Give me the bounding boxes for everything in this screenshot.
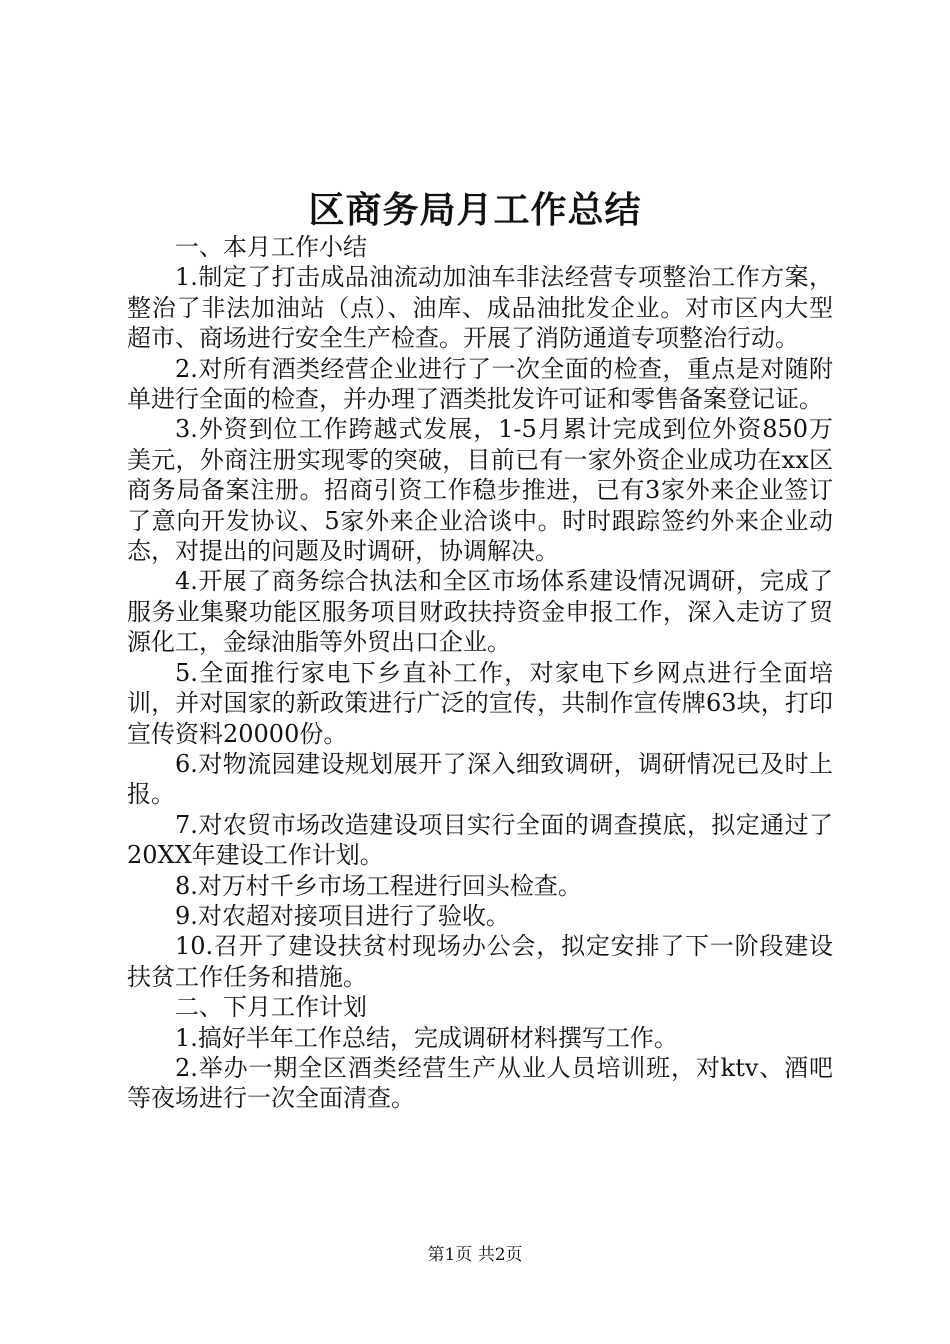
summary-item-7: 7.对农贸市场改造建设项目实行全面的调查摸底，拟定通过了20XX年建设工作计划。 bbox=[127, 810, 833, 870]
summary-item-3: 3.外资到位工作跨越式发展，1-5月累计完成到位外资850万美元，外商注册实现零的突破，目前已有一家外资企业成功在xx区商务局备案注册。招商引资工作稳步推进，已有3家外来企业签订了意向开发协议、5家外来企业洽谈中。时时跟踪签约外来企业动态，对提出的问题及时调研，协调解决。 bbox=[127, 415, 833, 566]
summary-item-4: 4.开展了商务综合执法和全区市场体系建设情况调研，完成了服务业集聚功能区服务项目财政扶持资金申报工作，深入走访了贸源化工，金绿油脂等外贸出口企业。 bbox=[127, 567, 833, 657]
document-title: 区商务局月工作总结 bbox=[308, 189, 642, 231]
summary-item-6: 6.对物流园建设规划展开了深入细致调研，调研情况已及时上报。 bbox=[127, 749, 833, 809]
section-heading-summary: 一、本月工作小结 bbox=[175, 233, 367, 261]
summary-item-8: 8.对万村千乡市场工程进行回头检查。 bbox=[175, 871, 582, 900]
summary-item-2: 2.对所有酒类经营企业进行了一次全面的检查，重点是对随附单进行全面的检查，并办理了酒类批发许可证和零售备案登记证。 bbox=[127, 354, 833, 414]
summary-item-9: 9.对农超对接项目进行了验收。 bbox=[175, 901, 510, 930]
summary-item-5: 5.全面推行家电下乡直补工作，对家电下乡网点进行全面培训，并对国家的新政策进行广泛的宣传，共制作宣传牌63块，打印宣传资料20000份。 bbox=[127, 658, 833, 748]
plan-item-2: 2.举办一期全区酒类经营生产从业人员培训班，对ktv、酒吧等夜场进行一次全面清查。 bbox=[127, 1053, 833, 1113]
summary-item-10: 10.召开了建设扶贫村现场办公会，拟定安排了下一阶段建设扶贫工作任务和措施。 bbox=[127, 932, 833, 991]
plan-item-1: 1.搞好半年工作总结，完成调研材料撰写工作。 bbox=[175, 1023, 678, 1052]
summary-item-1: 1.制定了打击成品油流动加油车非法经营专项整治工作方案，整治了非法加油站（点）、油库、成品油批发企业。对市区内大型超市、商场进行安全生产检查。开展了消防通道专项整治行动。 bbox=[127, 263, 833, 353]
section-heading-plan: 二、下月工作计划 bbox=[175, 993, 367, 1022]
page-footer: 第1页 共2页 bbox=[427, 1245, 523, 1265]
document-body bbox=[127, 232, 833, 1114]
